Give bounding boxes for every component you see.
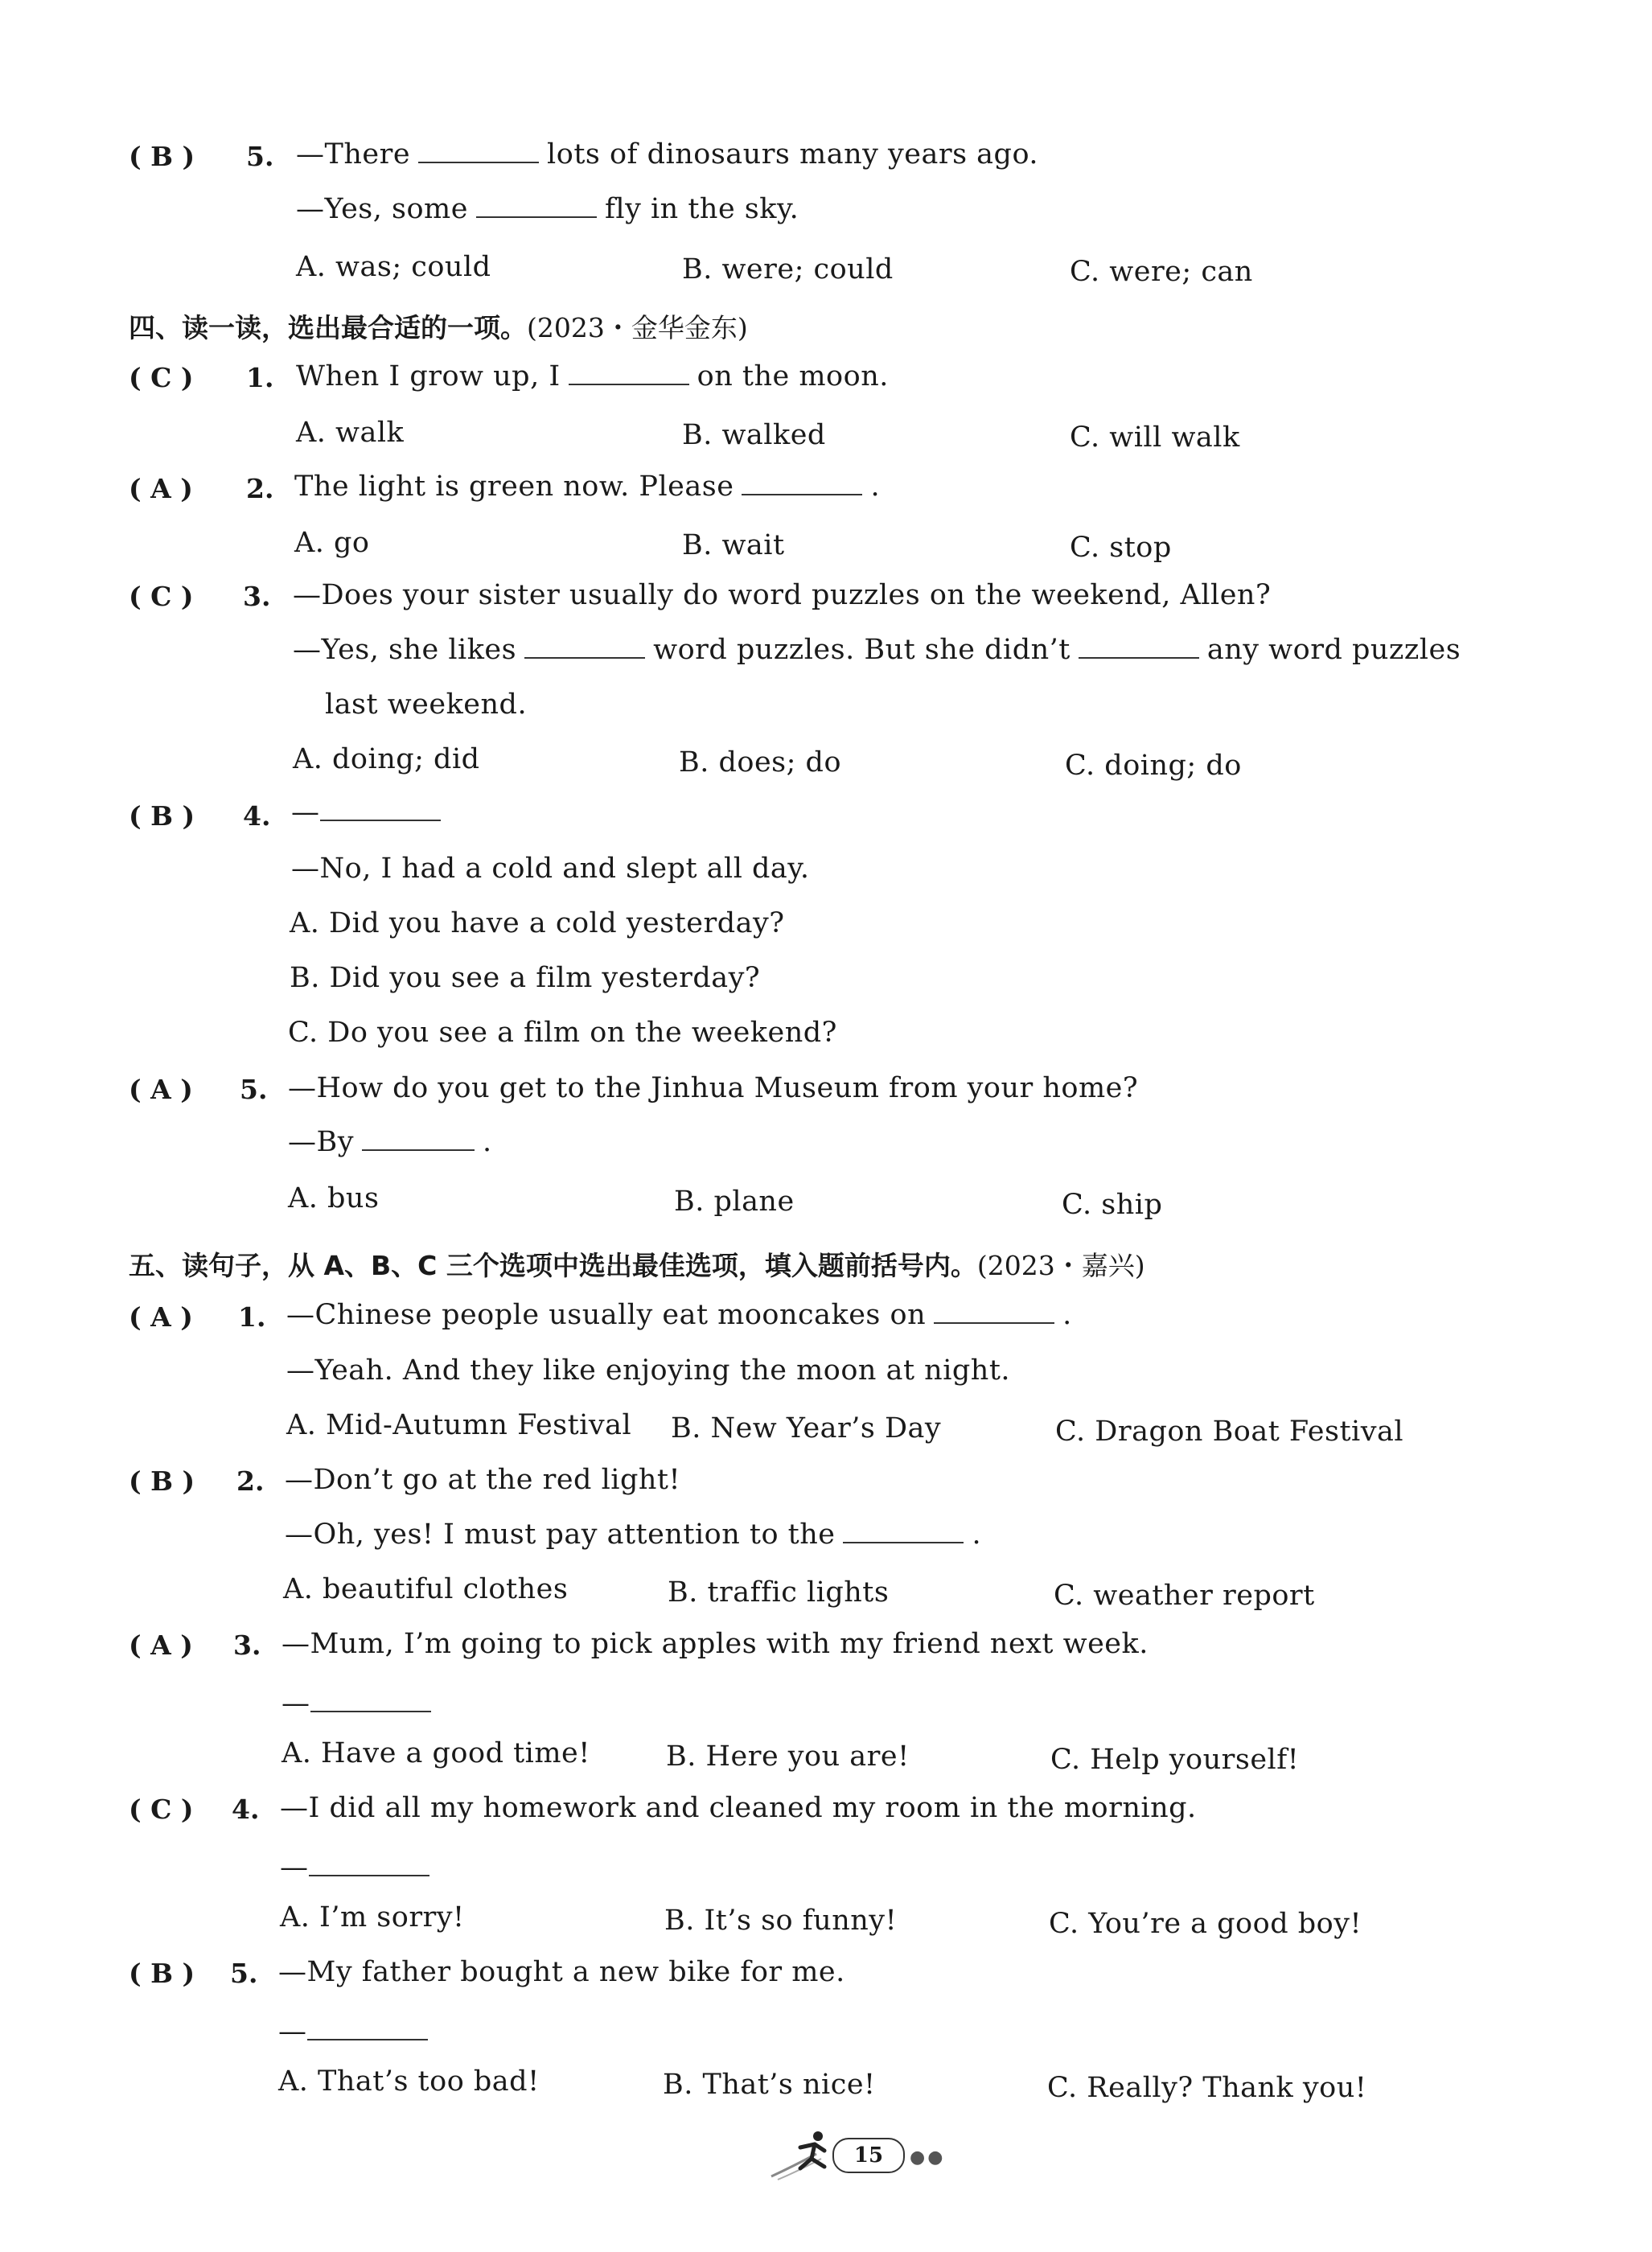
- text-segment: —There: [296, 138, 411, 171]
- question-line: [288, 1126, 492, 1158]
- question-line: [296, 138, 1038, 171]
- text-segment: —: [280, 1851, 309, 1884]
- answer-bracket: ( B ): [129, 800, 195, 832]
- question-line: —Mum, I’m going to pick apples with my friend next week.: [281, 1628, 1149, 1660]
- option-b: B. It’s so funny!: [664, 1905, 898, 1937]
- section-source: (2023・金华金东): [527, 312, 748, 343]
- section-title: 四、读一读，选出最合适的一项。: [129, 312, 527, 343]
- option-b: B. plane: [674, 1186, 795, 1218]
- option-c: C. stop: [1070, 532, 1172, 564]
- section-source: (2023・嘉兴): [976, 1250, 1145, 1281]
- text-segment: —: [281, 1687, 310, 1720]
- answer-bracket: ( B ): [129, 1465, 195, 1497]
- option-a: A. Have a good time!: [281, 1737, 590, 1769]
- answer-blank: [320, 819, 441, 821]
- text-segment: —By: [288, 1126, 354, 1158]
- answer-bracket: ( A ): [129, 1074, 193, 1105]
- option-c: C. weather report: [1054, 1580, 1315, 1612]
- option-b: B. That’s nice!: [663, 2069, 876, 2101]
- answer-bracket: ( C ): [129, 362, 194, 393]
- text-segment: lots of dinosaurs many years ago.: [547, 138, 1039, 171]
- text-segment: —: [291, 796, 320, 828]
- answer-blank: [362, 1149, 475, 1151]
- answer-blank: [309, 1874, 429, 1876]
- question-line: —How do you get to the Jinhua Museum from your home?: [288, 1072, 1139, 1104]
- question-line: [296, 193, 799, 225]
- answer-blank: [524, 656, 645, 659]
- section-4-heading: [129, 307, 748, 345]
- text-segment: —Yes, she likes: [293, 634, 517, 666]
- option-a: A. beautiful clothes: [283, 1573, 569, 1605]
- question-number: 2.: [246, 473, 274, 504]
- option-b: B. does; do: [679, 746, 842, 779]
- text-segment: —Chinese people usually eat mooncakes on: [286, 1299, 927, 1331]
- answer-blank: [934, 1321, 1054, 1324]
- text-segment: —Yes, some: [296, 193, 468, 225]
- question-line: [285, 1518, 981, 1551]
- text-segment: The light is green now. Please: [294, 471, 734, 503]
- option-c: C. ship: [1062, 1189, 1163, 1221]
- section-title: 五、读句子，从 A、B、C 三个选项中选出最佳选项，填入题前括号内。: [129, 1250, 977, 1281]
- text-segment: .: [870, 471, 881, 503]
- question-line: [293, 634, 1461, 666]
- text-segment: .: [972, 1518, 982, 1551]
- question-number: 4.: [232, 1794, 260, 1825]
- option-b: B. Did you see a film yesterday?: [290, 962, 761, 994]
- answer-bracket: ( A ): [129, 1629, 193, 1661]
- question-line: [280, 1851, 438, 1884]
- option-c: C. Really? Thank you!: [1047, 2072, 1367, 2104]
- option-a: A. doing; did: [293, 743, 480, 775]
- option-b: B. wait: [682, 529, 785, 561]
- text-segment: word puzzles. But she didn’t: [653, 634, 1071, 666]
- answer-bracket: ( C ): [129, 1794, 194, 1825]
- question-line: [278, 2016, 436, 2048]
- question-line: —I did all my homework and cleaned my room in the morning.: [280, 1792, 1197, 1824]
- question-number: 5.: [246, 141, 274, 172]
- option-b: B. traffic lights: [668, 1576, 890, 1609]
- option-c: C. were; can: [1070, 256, 1253, 288]
- option-a: A. go: [294, 527, 370, 559]
- text-segment: —Oh, yes! I must pay attention to the: [285, 1518, 836, 1551]
- answer-blank: [843, 1541, 964, 1543]
- text-segment: .: [1062, 1299, 1072, 1331]
- page-number: 15: [832, 2138, 905, 2173]
- answer-blank: [742, 493, 862, 495]
- option-a: A. Mid-Autumn Festival: [286, 1409, 632, 1441]
- answer-blank: [1079, 656, 1199, 659]
- option-a: A. walk: [296, 417, 405, 449]
- answer-blank: [310, 1710, 431, 1712]
- runner-icon: [768, 2123, 840, 2188]
- answer-blank: [307, 2038, 428, 2040]
- section-5-heading: [129, 1245, 1145, 1283]
- option-c: C. You’re a good boy!: [1049, 1908, 1362, 1940]
- answer-bracket: ( B ): [129, 1958, 195, 1989]
- question-line: —Does your sister usually do word puzzles on the weekend, Allen?: [293, 579, 1272, 611]
- text-segment: on the moon.: [697, 360, 889, 392]
- text-segment: fly in the sky.: [604, 193, 799, 225]
- option-c: C. doing; do: [1065, 750, 1242, 782]
- question-line: [281, 1687, 439, 1720]
- question-line: —Don’t go at the red light!: [285, 1464, 681, 1496]
- question-line: [296, 360, 889, 392]
- answer-bracket: ( C ): [129, 581, 194, 612]
- text-segment: When I grow up, I: [296, 360, 561, 392]
- option-a: A. Did you have a cold yesterday?: [290, 907, 785, 939]
- option-b: B. New Year’s Day: [671, 1412, 942, 1444]
- question-number: 2.: [236, 1465, 265, 1497]
- option-c: C. Dragon Boat Festival: [1055, 1416, 1404, 1448]
- option-a: A. was; could: [296, 251, 491, 283]
- option-b: B. walked: [682, 419, 826, 451]
- question-line: —Yeah. And they like enjoying the moon at night.: [286, 1354, 1011, 1387]
- option-a: A. bus: [288, 1182, 380, 1214]
- question-number: 3.: [233, 1629, 261, 1661]
- question-line: [294, 471, 880, 503]
- option-c: C. Help yourself!: [1050, 1744, 1300, 1776]
- page-footer: [768, 2123, 953, 2196]
- question-line: [286, 1299, 1072, 1331]
- question-number: 4.: [243, 800, 271, 832]
- text-segment: any word puzzles: [1206, 634, 1461, 666]
- answer-blank: [418, 161, 539, 163]
- text-segment: .: [483, 1126, 492, 1158]
- answer-bracket: ( A ): [129, 1301, 193, 1333]
- option-a: A. That’s too bad!: [278, 2065, 540, 2098]
- question-line: —My father bought a new bike for me.: [278, 1956, 845, 1988]
- question-number: 5.: [230, 1958, 258, 1989]
- option-b: B. Here you are!: [666, 1740, 910, 1773]
- question-line: —No, I had a cold and slept all day.: [291, 853, 810, 885]
- question-line: last weekend.: [325, 688, 528, 721]
- answer-bracket: ( A ): [129, 473, 193, 504]
- option-b: B. were; could: [682, 253, 894, 286]
- answer-blank: [476, 216, 597, 218]
- option-c: C. will walk: [1070, 421, 1240, 454]
- option-a: A. I’m sorry!: [280, 1901, 465, 1934]
- decorative-dots: ●●: [910, 2147, 946, 2168]
- question-number: 1.: [238, 1301, 266, 1333]
- text-segment: —: [278, 2016, 307, 2048]
- question-number: 1.: [246, 362, 274, 393]
- question-number: 5.: [240, 1074, 268, 1105]
- question-number: 3.: [243, 581, 271, 612]
- question-line: [291, 796, 449, 828]
- answer-bracket: ( B ): [129, 141, 195, 172]
- option-c: C. Do you see a film on the weekend?: [288, 1017, 837, 1049]
- answer-blank: [569, 383, 689, 385]
